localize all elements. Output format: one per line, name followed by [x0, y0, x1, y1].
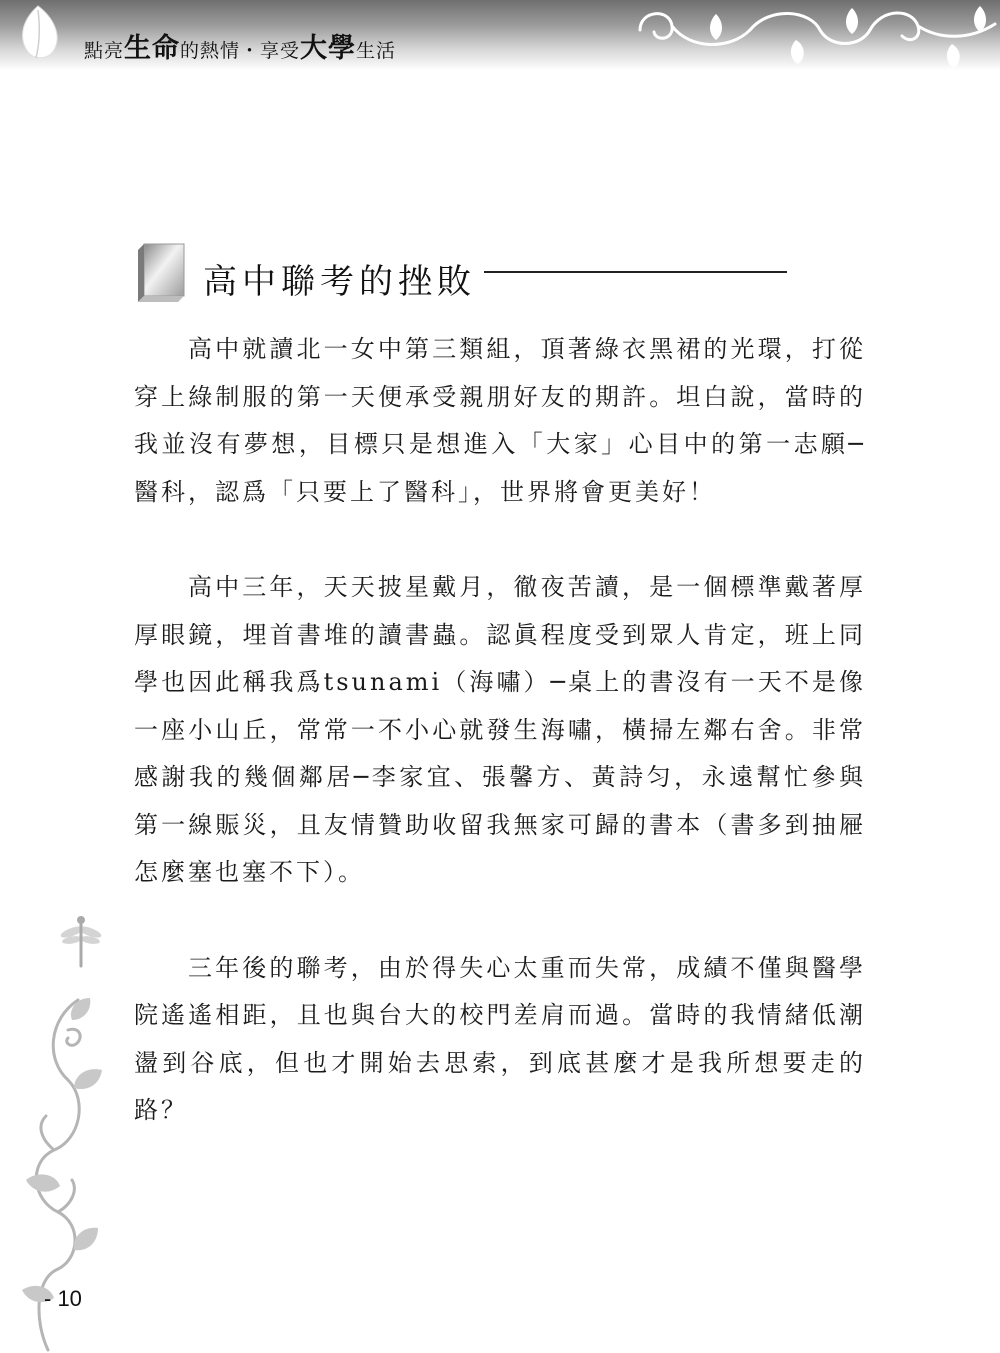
paragraph: 高中就讀北一女中第三類組，頂著綠衣黑裙的光環，打從穿上綠制服的第一天便承受親朋好友的期許。坦白說，當時的我並沒有夢想，目標只是想進入「大家」心目中的第一志願─醫科，認爲「只要上了醫科」，世界將會更美好！ [134, 335, 866, 506]
header-title-part: 生命 [124, 33, 181, 64]
page-header [0, 0, 1000, 70]
header-title-part: 大學 [300, 33, 357, 64]
book-icon [132, 238, 190, 304]
header-title-part: 生活 [356, 40, 397, 62]
title-rule-divider [484, 271, 787, 273]
section-title: 高中聯考的挫敗 [203, 262, 476, 302]
paragraph: 三年後的聯考，由於得失心太重而失常，成績不僅與醫學院遙遙相距，且也與台大的校門差肩而過。當時的我情緒低潮盪到谷底，但也才開始去思索，到底甚麼才是我所想要走的路？ [134, 953, 866, 1124]
running-header-title [84, 26, 396, 62]
header-title-part: 點亮 [84, 40, 125, 62]
page-number: - 10 [44, 1286, 82, 1311]
dragonfly-icon [58, 912, 104, 968]
swirl-ornament-icon [620, 0, 1000, 70]
article-body [134, 326, 866, 1183]
header-title-part: 的熱情・享受 [180, 40, 301, 62]
leaf-ornament-icon [10, 2, 70, 64]
paragraph: 高中三年，天天披星戴月，徹夜苦讀，是一個標準戴著厚厚眼鏡，埋首書堆的讀書蟲。認眞程度受到眾人肯定，班上同學也因此稱我爲tsunami（海嘯）─桌上的書沒有一天不是像一座小山丘，常常一不小心就發生海嘯，橫掃左鄰右舍。非常感謝我的幾個鄰居─李家宜、張馨方、黃詩匀，永遠幫忙參與第一線賑災，且友情贊助收留我無家可歸的書本（書多到抽屜怎麼塞也塞不下）。 [134, 573, 866, 886]
